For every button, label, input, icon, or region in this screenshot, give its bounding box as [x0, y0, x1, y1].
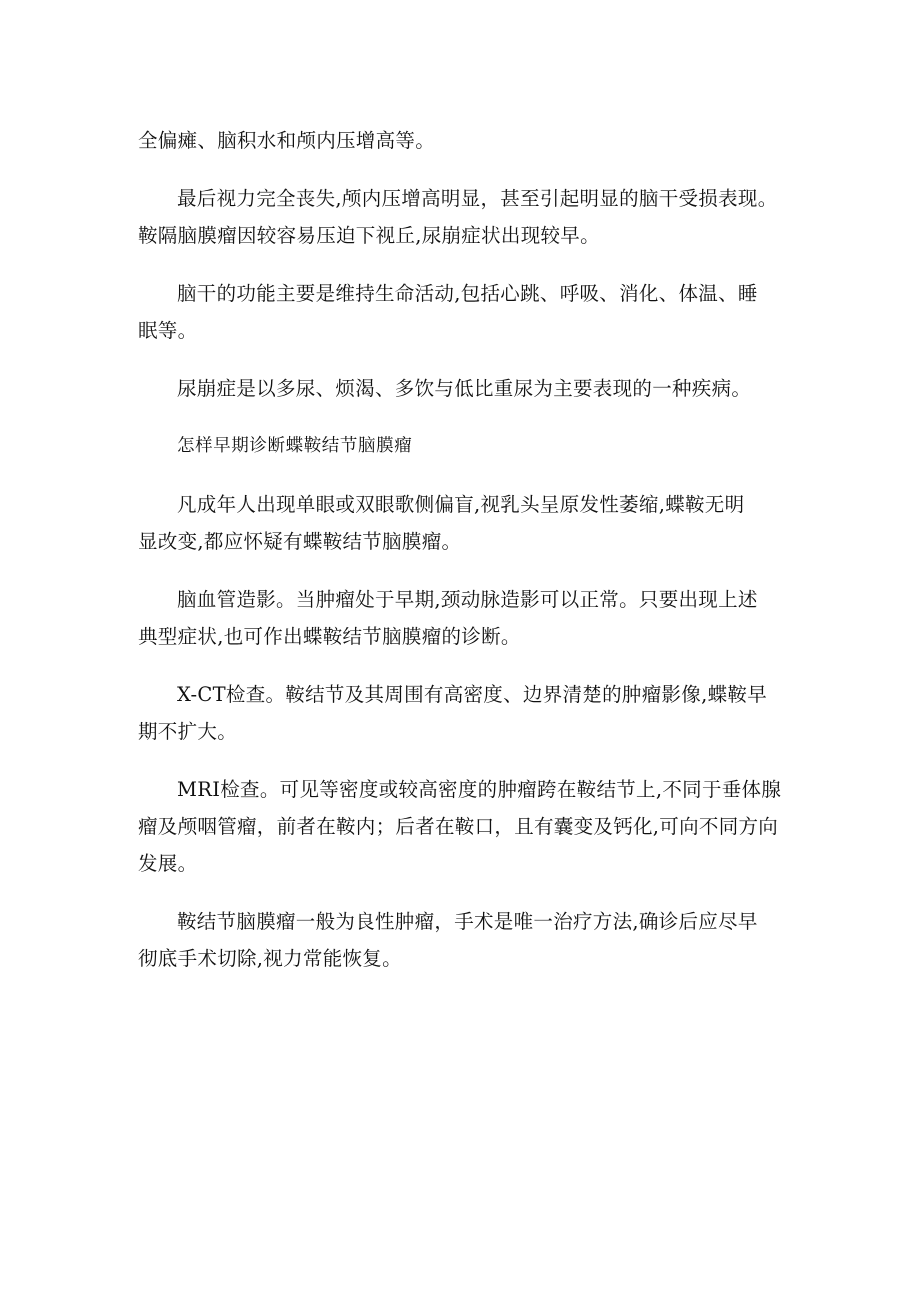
paragraph-line: 眠等。	[138, 319, 198, 342]
paragraph-line: 典型症状,也可作出蝶鞍结节脑膜瘤的诊断。	[138, 625, 521, 648]
paragraph-line: 期不扩大。	[138, 720, 238, 743]
paragraph-2	[138, 180, 788, 254]
paragraph-line: 脑血管造影。当肿瘤处于早期,颈动脉造影可以正常。只要出现上述	[177, 588, 758, 611]
paragraph-line: MRI检查。可见等密度或较高密度的肿瘤跨在鞍结节上,不同于垂体腺	[177, 778, 782, 801]
heading-line: 怎样早期诊断蝶鞍结节脑膜瘤	[177, 436, 413, 456]
paragraph-1	[138, 122, 788, 159]
paragraph-line: X-CT检查。鞍结节及其周围有高密度、边界清楚的肿瘤影像,蝶鞍早	[177, 683, 768, 706]
paragraph-line: 鞍结节脑膜瘤一般为良性肿瘤，手术是唯一治疗方法,确诊后应尽早	[177, 910, 758, 933]
paragraph-line: 彻底手术切除,视力常能恢复。	[138, 947, 402, 970]
paragraph-line: 脑干的功能主要是维持生命活动,包括心跳、呼吸、消化、体温、睡	[177, 282, 758, 305]
paragraph-6	[138, 486, 788, 560]
paragraph-line: 鞍隔脑膜瘤因较容易压迫下视丘,尿崩症状出现较早。	[138, 224, 600, 247]
paragraph-10	[138, 903, 788, 977]
document-body	[138, 122, 788, 998]
paragraph-line: 瘤及颅咽管瘤，前者在鞍内；后者在鞍口，且有囊变及钙化,可向不同方向	[138, 815, 779, 838]
section-heading	[138, 428, 788, 465]
paragraph-9	[138, 771, 788, 882]
paragraph-4	[138, 370, 788, 407]
paragraph-7	[138, 581, 788, 655]
paragraph-line: 显改变,都应怀疑有蝶鞍结节脑膜瘤。	[138, 530, 462, 553]
paragraph-8	[138, 676, 788, 750]
paragraph-line: 尿崩症是以多尿、烦渴、多饮与低比重尿为主要表现的一种疾病。	[177, 377, 752, 400]
paragraph-line: 发展。	[138, 852, 198, 875]
paragraph-3	[138, 275, 788, 349]
paragraph-line: 最后视力完全丧失,颅内压增高明显，甚至引起明显的脑干受损表现。	[177, 187, 778, 210]
paragraph-line: 凡成年人出现单眼或双眼歌侧偏盲,视乳头呈原发性萎缩,蝶鞍无明	[177, 493, 745, 516]
paragraph-line: 全偏瘫、脑积水和颅内压增高等。	[138, 129, 436, 152]
